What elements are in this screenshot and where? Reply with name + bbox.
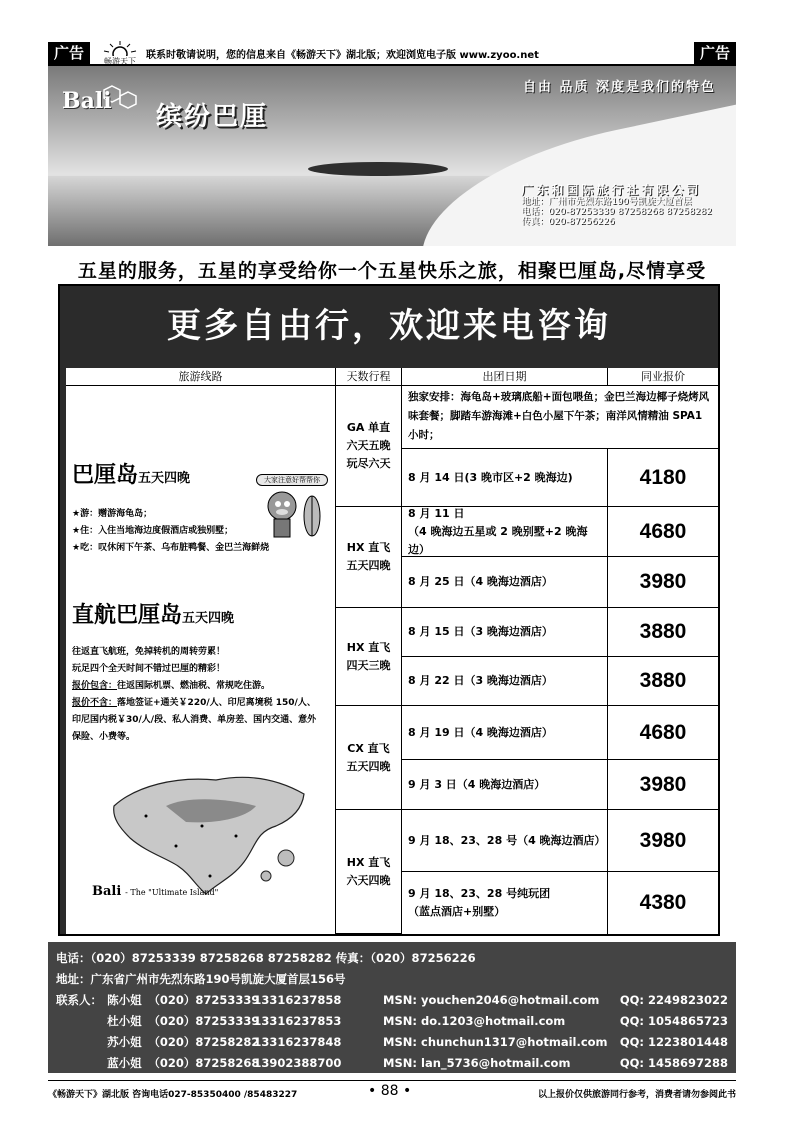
contact-person-row	[56, 990, 728, 1011]
contact-tel: （020）87253339	[148, 1014, 260, 1028]
note-includes-label: 报价包含：	[72, 681, 118, 691]
contact-msn: MSN: lan_5736@hotmail.com	[383, 1056, 571, 1070]
note-full-days: 玩足四个全天时间不错过巴厘的精彩！	[72, 664, 226, 674]
contact-qq: QQ: 1223801448	[619, 1035, 728, 1049]
contact-address-line: 地址：广东省广州市先烈东路190号凯旋大厦首层156号	[56, 972, 346, 986]
dest-a-title	[72, 458, 190, 489]
dest-b-sub: 五天四晚	[182, 611, 235, 626]
days-group-2: HX 直飞 五天四晚	[336, 507, 402, 608]
special-arrangement: 独家安排：海龟岛+玻璃底船+面包喂鱼；金巴兰海边椰子烧烤风味套餐；脚踏车游海滩+白色小屋下午茶；南洋风情精油 SPA1 小时；	[402, 386, 718, 449]
company-address: 地址：广州市先烈东路190号凯旋大厦首层	[521, 197, 692, 207]
contact-tel: （020）87258282	[148, 1035, 260, 1049]
contact-mobile: 13316237848	[253, 1035, 342, 1049]
contact-name: 杜小姐	[107, 1014, 142, 1028]
date-row-9: 9 月 18、23、28 号纯玩团 （蓝点酒店+别墅）	[402, 872, 608, 934]
contact-tel: （020）87258268	[148, 1056, 260, 1070]
bullet-food: ★吃：叹休闲下午茶、乌布脏鸭餐、金巴兰海鲜烧	[72, 543, 270, 553]
mascot-caption: 大家注意好帮帮你	[256, 474, 328, 486]
dest-a-name: 巴厘岛	[72, 463, 139, 488]
days-group-5: HX 直飞 六天四晚	[336, 810, 402, 934]
contact-person-row	[56, 1053, 728, 1074]
company-name: 广东和国际旅行社有限公司	[521, 183, 702, 197]
price-table	[66, 368, 718, 934]
footer-left: 《畅游天下》湖北版 咨询电话027-85350400 /85483227	[48, 1090, 298, 1100]
col-date: 出团日期	[402, 368, 608, 386]
offer-heading: 更多自由行，欢迎来电咨询	[60, 286, 718, 366]
map-subtitle: - The "Ultimate Island"	[125, 888, 219, 897]
price-row-9: 4380	[639, 891, 687, 914]
date-row-2: 8 月 11 日 （4 晚海边五星或 2 晚别墅+2 晚海边）	[402, 507, 608, 557]
price-row-6: 4680	[608, 706, 718, 760]
note-excludes-text: 落地签证+通关￥220/人、印尼离境税 150/人、印尼国内税￥30/人/段、私人消费、单房差、国内交通、意外保险、小费等。	[72, 698, 317, 742]
ad-tag-left: 广告	[48, 42, 90, 64]
contact-mobile: 13316237858	[253, 993, 342, 1007]
page-number: • 88 •	[368, 1083, 412, 1099]
price-row-7: 3980	[608, 760, 718, 810]
contact-qq: QQ: 1054865723	[619, 1014, 728, 1028]
contact-qq: QQ: 1458697288	[619, 1056, 728, 1070]
days-group-4: CX 直飞 五天四晚	[336, 706, 402, 810]
contact-panel	[48, 942, 736, 1073]
contact-name: 苏小姐	[107, 1035, 142, 1049]
date-row-1: 8 月 14 日(3 晚市区+2 晚海边)	[402, 449, 608, 507]
banner-title: 缤纷巴厘	[156, 102, 269, 132]
price-row-4: 3880	[608, 608, 718, 657]
top-strip	[48, 40, 736, 66]
contact-mobile: 13316237853	[253, 1014, 342, 1028]
contact-label: 联系人：	[56, 993, 102, 1007]
contact-qq: QQ: 2249823022	[619, 993, 728, 1007]
contact-person-row	[56, 1011, 728, 1032]
date-row-7: 9 月 3 日（4 晚海边酒店）	[402, 760, 608, 810]
contact-msn: MSN: do.1203@hotmail.com	[383, 1014, 566, 1028]
price-row-2: 4680	[608, 507, 718, 557]
page-footer	[48, 1080, 736, 1106]
banner-image	[48, 66, 736, 246]
price-row-8: 3980	[608, 810, 718, 872]
dest-b-notes	[72, 644, 322, 746]
bullet-tour: ★游：赠游海龟岛；	[72, 509, 153, 519]
dest-a-sub: 五天四晚	[138, 471, 191, 486]
contact-name: 蓝小姐	[107, 1056, 142, 1070]
contact-msn: MSN: chunchun1317@hotmail.com	[383, 1035, 608, 1049]
contact-phone-line: 电话：（020）87253339 87258268 87258282 传真：（020）87256226	[56, 951, 476, 965]
date-row-3: 8 月 25 日（4 晚海边酒店）	[402, 557, 608, 608]
dest-a-bullets	[72, 506, 269, 557]
price-row-3: 3980	[608, 557, 718, 608]
dest-b-title	[72, 598, 234, 629]
banner-slogan: 自由 品质 深度是我们的特色	[522, 80, 716, 95]
magazine-logo-text: 畅游天下	[104, 57, 136, 66]
map-caption	[92, 884, 218, 899]
col-price: 同业报价	[608, 368, 718, 386]
sun-logo-icon	[100, 40, 140, 56]
magazine-logo	[100, 40, 140, 64]
contact-mobile: 13902388700	[253, 1056, 342, 1070]
date-row-8: 9 月 18、23、28 号（4 晚海边酒店）	[402, 810, 608, 872]
banner-bali-logo: Bali	[62, 88, 112, 114]
contact-name: 陈小姐	[107, 993, 142, 1007]
company-phone: 电话：020-87253339 87258268 87258282	[521, 207, 712, 217]
footer-right: 以上报价仅供旅游同行参考，消费者请勿参阅此书	[537, 1090, 736, 1100]
contact-msn: MSN: youchen2046@hotmail.com	[383, 993, 600, 1007]
days-group-1: GA 单直 六天五晚 玩尽六天	[336, 386, 402, 507]
company-fax: 传真：020-87256226	[521, 217, 615, 227]
contact-tel: （020）87253339	[148, 993, 260, 1007]
days-group-3: HX 直飞 四天三晚	[336, 608, 402, 706]
headline: 五星的服务，五星的享受给你一个五星快乐之旅，相聚巴厘岛,尽情享受	[77, 260, 707, 282]
date-row-4: 8 月 15 日（3 晚海边酒店）	[402, 608, 608, 657]
route-description	[66, 386, 336, 934]
col-days: 天数行程	[336, 368, 402, 386]
price-row-1: 4180	[608, 449, 718, 507]
banner-company	[521, 184, 712, 227]
bullet-stay: ★住：入住当地海边度假酒店或独别墅；	[72, 526, 234, 536]
note-includes-text: 往返国际机票、燃油税、常规吃住游。	[117, 681, 271, 691]
note-direct-flight: 往返直飞航班，免掉转机的周转劳累！	[72, 647, 226, 657]
col-route: 旅游线路	[66, 368, 336, 386]
dest-b-name: 直航巴厘岛	[72, 603, 183, 628]
note-includes	[72, 678, 322, 695]
date-row-6: 8 月 19 日（4 晚海边酒店）	[402, 706, 608, 760]
banner-island	[308, 162, 448, 176]
contact-person-row	[56, 1032, 728, 1053]
note-excludes	[72, 695, 322, 746]
date-row-5: 8 月 22 日（3 晚海边酒店）	[402, 657, 608, 706]
price-row-5: 3880	[608, 657, 718, 706]
map-title: Bali	[92, 884, 122, 899]
top-note: 联系时敬请说明，您的信息来自《畅游天下》湖北版；欢迎浏览电子版 www.zyoo.net	[146, 50, 539, 61]
note-excludes-label: 报价不含：	[72, 698, 118, 708]
ad-tag-right: 广告	[694, 42, 736, 64]
